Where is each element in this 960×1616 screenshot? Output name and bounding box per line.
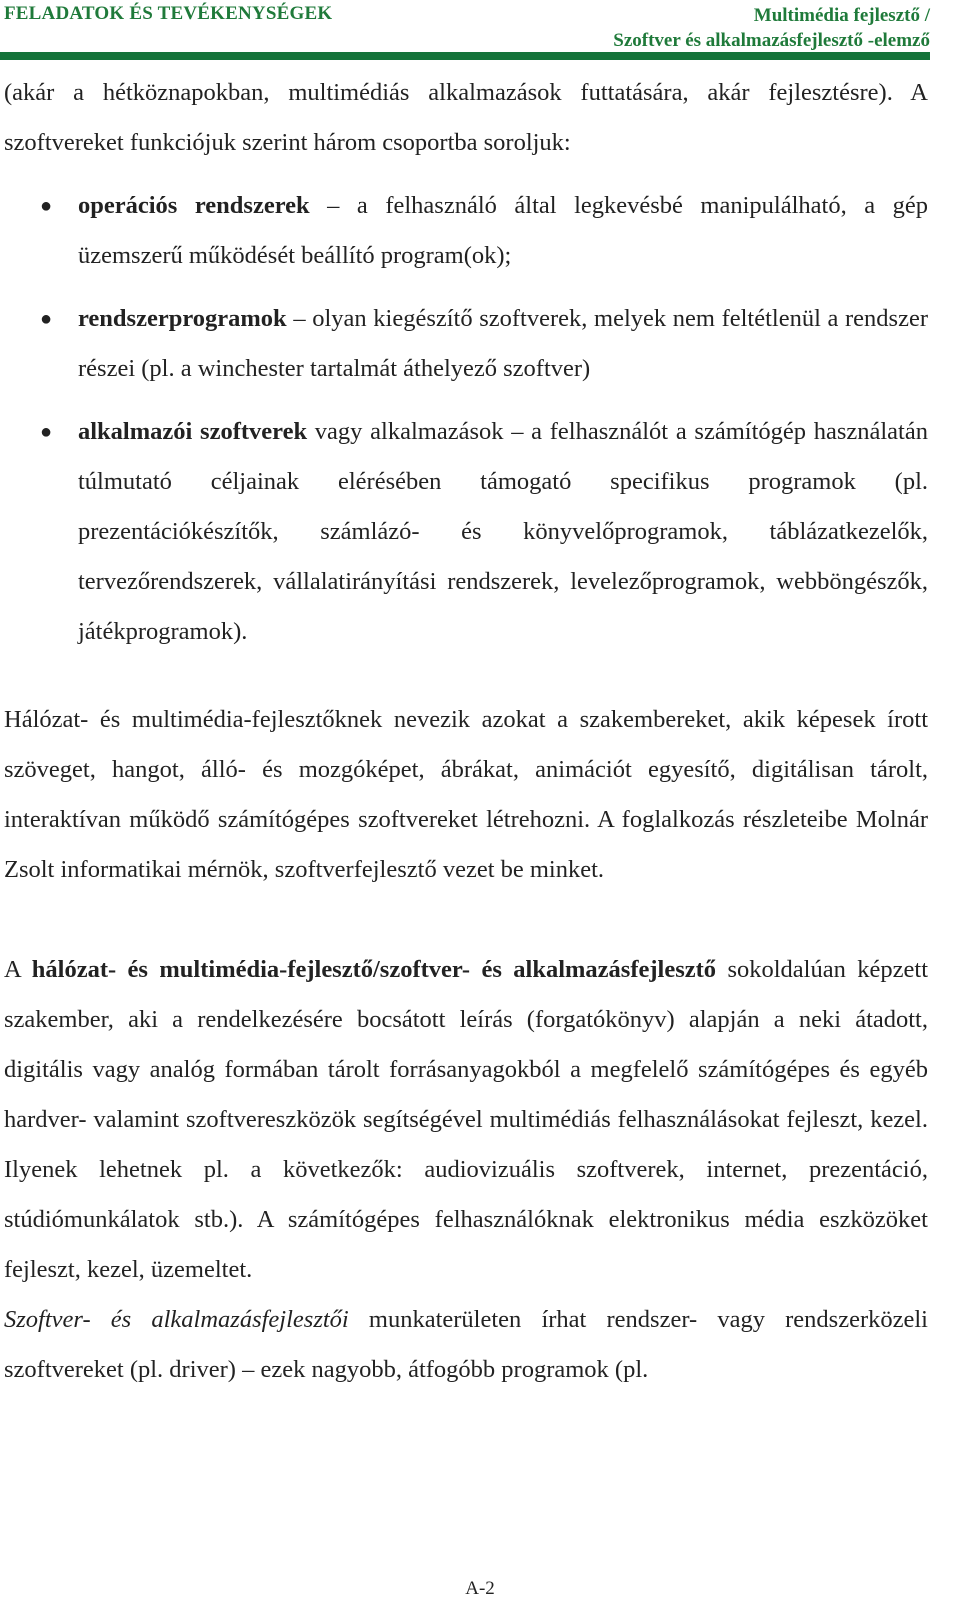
- profession-description-paragraph: [4, 945, 928, 1295]
- list-item-term: operációs rendszerek: [78, 192, 310, 219]
- role-title: Szoftver- és alkalmazásfejlesztői: [4, 1306, 349, 1333]
- header-occupation-line1: Multimédia fejlesztő /: [753, 5, 930, 26]
- intro-paragraph: (akár a hétköznapokban, multimédiás alkalmazások futtatására, akár fejlesztésre). A szoftvereket funkciójuk szerint három csoportba soroljuk:: [4, 79, 928, 156]
- list-item: [4, 407, 928, 657]
- software-developer-paragraph: [4, 1295, 928, 1395]
- paragraph-lead: A: [4, 956, 32, 983]
- page-number: A-2: [465, 1578, 495, 1599]
- header-divider: [0, 52, 930, 60]
- header-occupation-title: [613, 3, 930, 53]
- bullet-icon: ●: [40, 308, 53, 330]
- profession-title: hálózat- és multimédia-fejlesztő/szoftver- és alkalmazásfejlesztő: [31, 956, 717, 983]
- list-item-text: vagy alkalmazások – a felhasználót a számítógép használatán túlmutató céljainak elérésében támogató specifikus programok (pl. prezentációkészítők, számlázó- és könyvelőprogramok, táblázatkezelők, tervezőrendszerek, vállalatirányítási rendszerek, levelezőprogramok, webböngészők, játékprogramok).: [78, 418, 928, 645]
- list-item-text: – olyan kiegészítő szoftverek, melyek nem feltétlenül a rendszer részei (pl. a winchester tartalmát áthelyező szoftver): [78, 305, 928, 382]
- list-item: [4, 181, 928, 281]
- list-item-term: alkalmazói szoftverek: [78, 418, 308, 445]
- header-section-title: FELADATOK ÉS TEVÉKENYSÉGEK: [4, 3, 333, 24]
- profession-intro-paragraph: Hálózat- és multimédia-fejlesztőknek nevezik azokat a szakembereket, akik képesek írott szöveget, hangot, álló- és mozgóképet, ábrákat, animációt egyesítő, digitálisan tárolt, interaktívan működő számítógépes szoftvereket létrehozni. A foglalkozás részleteibe Molnár Zsolt informatikai mérnök, szoftverfejlesztő vezet be minket.: [4, 706, 928, 883]
- list-item-term: rendszerprogramok: [78, 305, 287, 332]
- list-item: [4, 294, 928, 394]
- bullet-icon: ●: [40, 195, 53, 217]
- paragraph-text: munkaterületen írhat rendszer- vagy rendszerközeli szoftvereket (pl. driver) – ezek nagyobb, átfogóbb programok (pl.: [4, 1306, 928, 1383]
- bullet-icon: ●: [40, 421, 53, 443]
- software-categories-list: [4, 181, 928, 657]
- page-header: [0, 0, 960, 62]
- list-item-text: – a felhasználó által legkevésbé manipulálható, a gép üzemszerű működését beállító program(ok);: [78, 192, 928, 269]
- paragraph-text: sokoldalúan képzett szakember, aki a rendelkezésére bocsátott leírás (forgatókönyv) alapján a neki átadott, digitális vagy analóg formában tárolt forrásanyagokból a megfelelő számítógépes és egyéb hardver- valamint szoftvereszközök segítségével multimédiás felhasználásokat fejleszt, kezel. Ilyenek lehetnek pl. a következők: audiovizuális szoftverek, internet, prezentáció, stúdiómunkálatok stb.). A számítógépes felhasználóknak elektronikus média eszközöket fejleszt, kezel, üzemeltet.: [4, 956, 928, 1283]
- document-body: [4, 68, 928, 1395]
- header-occupation-line2: Szoftver és alkalmazásfejlesztő -elemző: [613, 30, 930, 51]
